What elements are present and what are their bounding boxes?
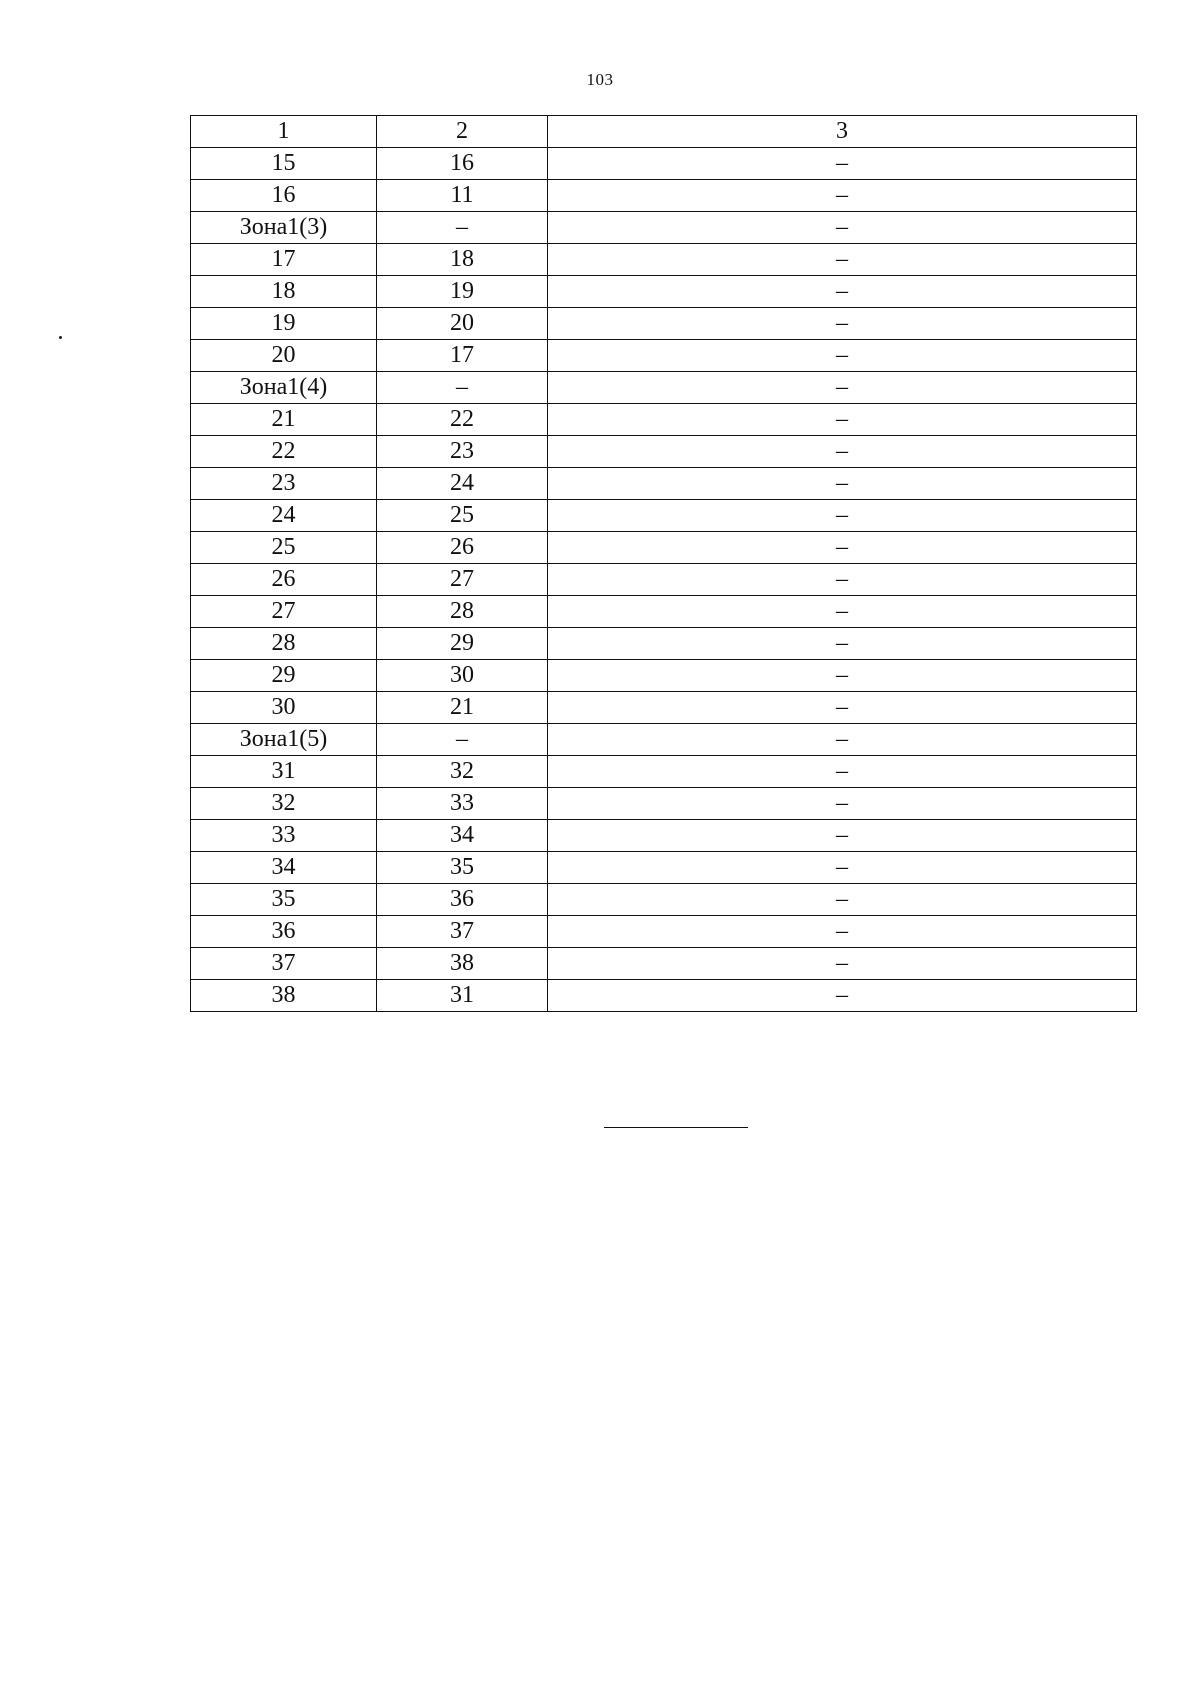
table-cell-col-2: 19 — [377, 276, 548, 308]
table-cell-col-3: – — [548, 980, 1137, 1012]
table-cell-col-2: 26 — [377, 532, 548, 564]
table-cell-col-1: 24 — [191, 500, 377, 532]
table-row — [191, 212, 1137, 244]
table-cell-col-3: – — [548, 436, 1137, 468]
table-cell-col-3: – — [548, 884, 1137, 916]
table-cell-col-1: 37 — [191, 948, 377, 980]
page-number: 103 — [586, 70, 614, 89]
table-cell-col-1: 28 — [191, 628, 377, 660]
table-cell-col-3: – — [548, 468, 1137, 500]
table-row — [191, 756, 1137, 788]
table-cell-col-2: – — [377, 724, 548, 756]
table-cell-col-1: 19 — [191, 308, 377, 340]
table-cell-col-1: 21 — [191, 404, 377, 436]
table-row — [191, 948, 1137, 980]
table-cell-col-2: 23 — [377, 436, 548, 468]
table-row — [191, 436, 1137, 468]
table-cell-col-1: 22 — [191, 436, 377, 468]
table-cell-col-2: 28 — [377, 596, 548, 628]
table-cell-col-3: – — [548, 788, 1137, 820]
table-row — [191, 660, 1137, 692]
table-row — [191, 916, 1137, 948]
end-of-section-rule — [604, 1127, 748, 1128]
table-cell-col-3: – — [548, 148, 1137, 180]
table-row — [191, 692, 1137, 724]
table-cell-col-1: 30 — [191, 692, 377, 724]
table-cell-col-2: 20 — [377, 308, 548, 340]
table-cell-col-3: – — [548, 308, 1137, 340]
table-cell-col-1: 26 — [191, 564, 377, 596]
scan-speck — [59, 336, 62, 339]
header-cell-2: 2 — [377, 116, 548, 148]
table-cell-col-1: 32 — [191, 788, 377, 820]
table-cell-col-2: 11 — [377, 180, 548, 212]
table-cell-col-2: 25 — [377, 500, 548, 532]
table-cell-col-2: 24 — [377, 468, 548, 500]
table-cell-col-3: – — [548, 628, 1137, 660]
table-cell-col-1: 23 — [191, 468, 377, 500]
table-cell-col-2: 32 — [377, 756, 548, 788]
table-cell-col-2: – — [377, 212, 548, 244]
table-cell-col-3: – — [548, 948, 1137, 980]
table-row — [191, 884, 1137, 916]
table-header — [191, 116, 1137, 148]
table-body — [191, 148, 1137, 1012]
table-cell-col-2: 22 — [377, 404, 548, 436]
table-cell-col-1: 33 — [191, 820, 377, 852]
table-cell-col-3: – — [548, 692, 1137, 724]
table-cell-col-3: – — [548, 724, 1137, 756]
table-cell-col-2: 33 — [377, 788, 548, 820]
table-cell-col-2: 34 — [377, 820, 548, 852]
table-row — [191, 372, 1137, 404]
table-cell-col-3: – — [548, 372, 1137, 404]
table-cell-col-3: – — [548, 340, 1137, 372]
table-cell-col-1: 20 — [191, 340, 377, 372]
data-table — [190, 115, 1137, 1012]
table-cell-col-3: – — [548, 564, 1137, 596]
table-cell-col-2: 36 — [377, 884, 548, 916]
table-cell-col-3: – — [548, 916, 1137, 948]
header-row — [191, 116, 1137, 148]
table-cell-col-1: 38 — [191, 980, 377, 1012]
table-cell-col-2: 18 — [377, 244, 548, 276]
table-row — [191, 308, 1137, 340]
table-cell-col-2: 35 — [377, 852, 548, 884]
table-cell-col-3: – — [548, 820, 1137, 852]
table-row — [191, 596, 1137, 628]
table-cell-col-1: 27 — [191, 596, 377, 628]
table-row — [191, 404, 1137, 436]
table-row — [191, 148, 1137, 180]
table-row — [191, 468, 1137, 500]
table-cell-col-3: – — [548, 756, 1137, 788]
header-cell-1: 1 — [191, 116, 377, 148]
table-cell-col-2: 17 — [377, 340, 548, 372]
table-cell-col-1: 31 — [191, 756, 377, 788]
header-cell-3: 3 — [548, 116, 1137, 148]
table-row — [191, 980, 1137, 1012]
table-cell-col-1: Зона1(3) — [191, 212, 377, 244]
table-row — [191, 788, 1137, 820]
table-cell-col-2: 30 — [377, 660, 548, 692]
table-cell-col-1: 34 — [191, 852, 377, 884]
table-cell-col-3: – — [548, 596, 1137, 628]
table-cell-col-3: – — [548, 404, 1137, 436]
table-cell-col-1: 29 — [191, 660, 377, 692]
table-row — [191, 564, 1137, 596]
table-cell-col-1: 15 — [191, 148, 377, 180]
table-cell-col-1: 18 — [191, 276, 377, 308]
table-cell-col-2: 31 — [377, 980, 548, 1012]
table-cell-col-2: – — [377, 372, 548, 404]
table-cell-col-2: 37 — [377, 916, 548, 948]
table-row — [191, 244, 1137, 276]
table-cell-col-3: – — [548, 276, 1137, 308]
table-row — [191, 500, 1137, 532]
table-cell-col-2: 27 — [377, 564, 548, 596]
table-cell-col-2: 29 — [377, 628, 548, 660]
table-row — [191, 276, 1137, 308]
table-row — [191, 532, 1137, 564]
table-cell-col-1: 36 — [191, 916, 377, 948]
table-cell-col-2: 38 — [377, 948, 548, 980]
table-cell-col-1: 25 — [191, 532, 377, 564]
table-cell-col-3: – — [548, 244, 1137, 276]
table-cell-col-3: – — [548, 500, 1137, 532]
table-cell-col-3: – — [548, 180, 1137, 212]
table-cell-col-3: – — [548, 532, 1137, 564]
table-cell-col-3: – — [548, 212, 1137, 244]
table-cell-col-2: 21 — [377, 692, 548, 724]
table-row — [191, 340, 1137, 372]
table-row — [191, 852, 1137, 884]
table-cell-col-1: Зона1(4) — [191, 372, 377, 404]
table-row — [191, 724, 1137, 756]
table-cell-col-1: 16 — [191, 180, 377, 212]
table-cell-col-1: Зона1(5) — [191, 724, 377, 756]
table-cell-col-2: 16 — [377, 148, 548, 180]
table-cell-col-1: 17 — [191, 244, 377, 276]
table-row — [191, 628, 1137, 660]
table-row — [191, 820, 1137, 852]
table-cell-col-3: – — [548, 852, 1137, 884]
table-row — [191, 180, 1137, 212]
table-cell-col-1: 35 — [191, 884, 377, 916]
table-cell-col-3: – — [548, 660, 1137, 692]
